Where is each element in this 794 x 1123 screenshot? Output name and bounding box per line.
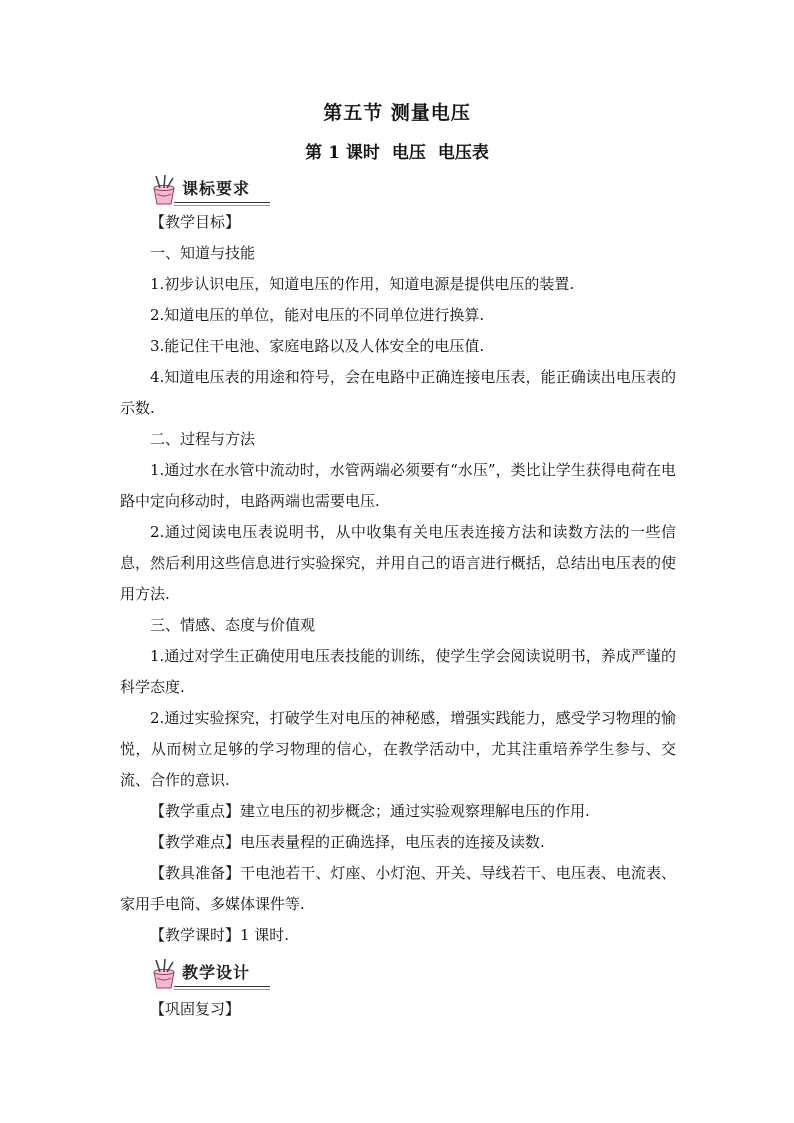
difficulties: 【教学难点】电压表量程的正确选择，电压表的连接及读数. <box>150 833 545 851</box>
design-content <box>120 994 676 1025</box>
subtitle-lesson: 第 1 课时 <box>305 143 380 163</box>
curriculum-banner <box>148 174 272 204</box>
curriculum-content <box>120 207 676 951</box>
design-banner-label: 教学设计 <box>182 963 251 982</box>
lesson-subtitle <box>0 138 794 163</box>
curriculum-banner-label: 课标要求 <box>182 179 251 198</box>
knowledge-heading: 一、知道与技能 <box>150 244 256 262</box>
attitude-item-1: 1.通过对学生正确使用电压表技能的训练，使学生学会阅读说明书，养成严谨的科学态度. <box>120 647 676 696</box>
page-title: 第五节 测量电压 <box>323 102 471 124</box>
attitude-item-2: 2.通过实验探究，打破学生对电压的神秘感，增强实践能力，感受学习物理的愉悦，从而树立足够的学习物理的信心，在教学活动中，尤其注重培养学生参与、交流、合作的意识. <box>120 709 676 789</box>
design-banner <box>148 958 272 988</box>
materials: 【教具准备】干电池若干、灯座、小灯泡、开关、导线若干、电压表、电流表、家用手电筒、多媒体课件等. <box>120 864 676 913</box>
subtitle-topic-voltage: 电压 <box>391 143 426 163</box>
process-item-2: 2.通过阅读电压表说明书，从中收集有关电压表连接方法和读数方法的一些信息，然后利用这些信息进行实验探究，并用自己的语言进行概括，总结出电压表的使用方法. <box>120 523 676 603</box>
knowledge-item-4: 4.知道电压表的用途和符号，会在电路中正确连接电压表，能正确读出电压表的示数. <box>120 368 676 417</box>
process-heading: 二、过程与方法 <box>150 430 256 448</box>
attitude-heading: 三、情感、态度与价值观 <box>150 616 316 634</box>
knowledge-item-3: 3.能记住干电池、家庭电路以及人体安全的电压值. <box>150 337 485 355</box>
goals-heading: 【教学目标】 <box>150 213 241 231</box>
banner-underline-secondary <box>174 205 270 206</box>
knowledge-item-2: 2.知道电压的单位，能对电压的不同单位进行换算. <box>150 306 485 324</box>
class-hours: 【教学课时】1 课时. <box>150 926 290 944</box>
banner-underline <box>174 986 270 987</box>
process-item-1: 1.通过水在水管中流动时，水管两端必须要有“水压”，类比让学生获得电荷在电路中定向移动时，电路两端也需要电压. <box>120 461 676 510</box>
banner-underline <box>174 202 270 203</box>
key-points: 【教学重点】建立电压的初步概念；通过实验观察理解电压的作用. <box>150 802 590 820</box>
review-heading: 【巩固复习】 <box>150 1000 241 1018</box>
subtitle-topic-voltmeter: 电压表 <box>437 143 489 163</box>
knowledge-item-1: 1.初步认识电压，知道电压的作用，知道电源是提供电压的装置. <box>150 275 575 293</box>
banner-underline-secondary <box>174 989 270 990</box>
